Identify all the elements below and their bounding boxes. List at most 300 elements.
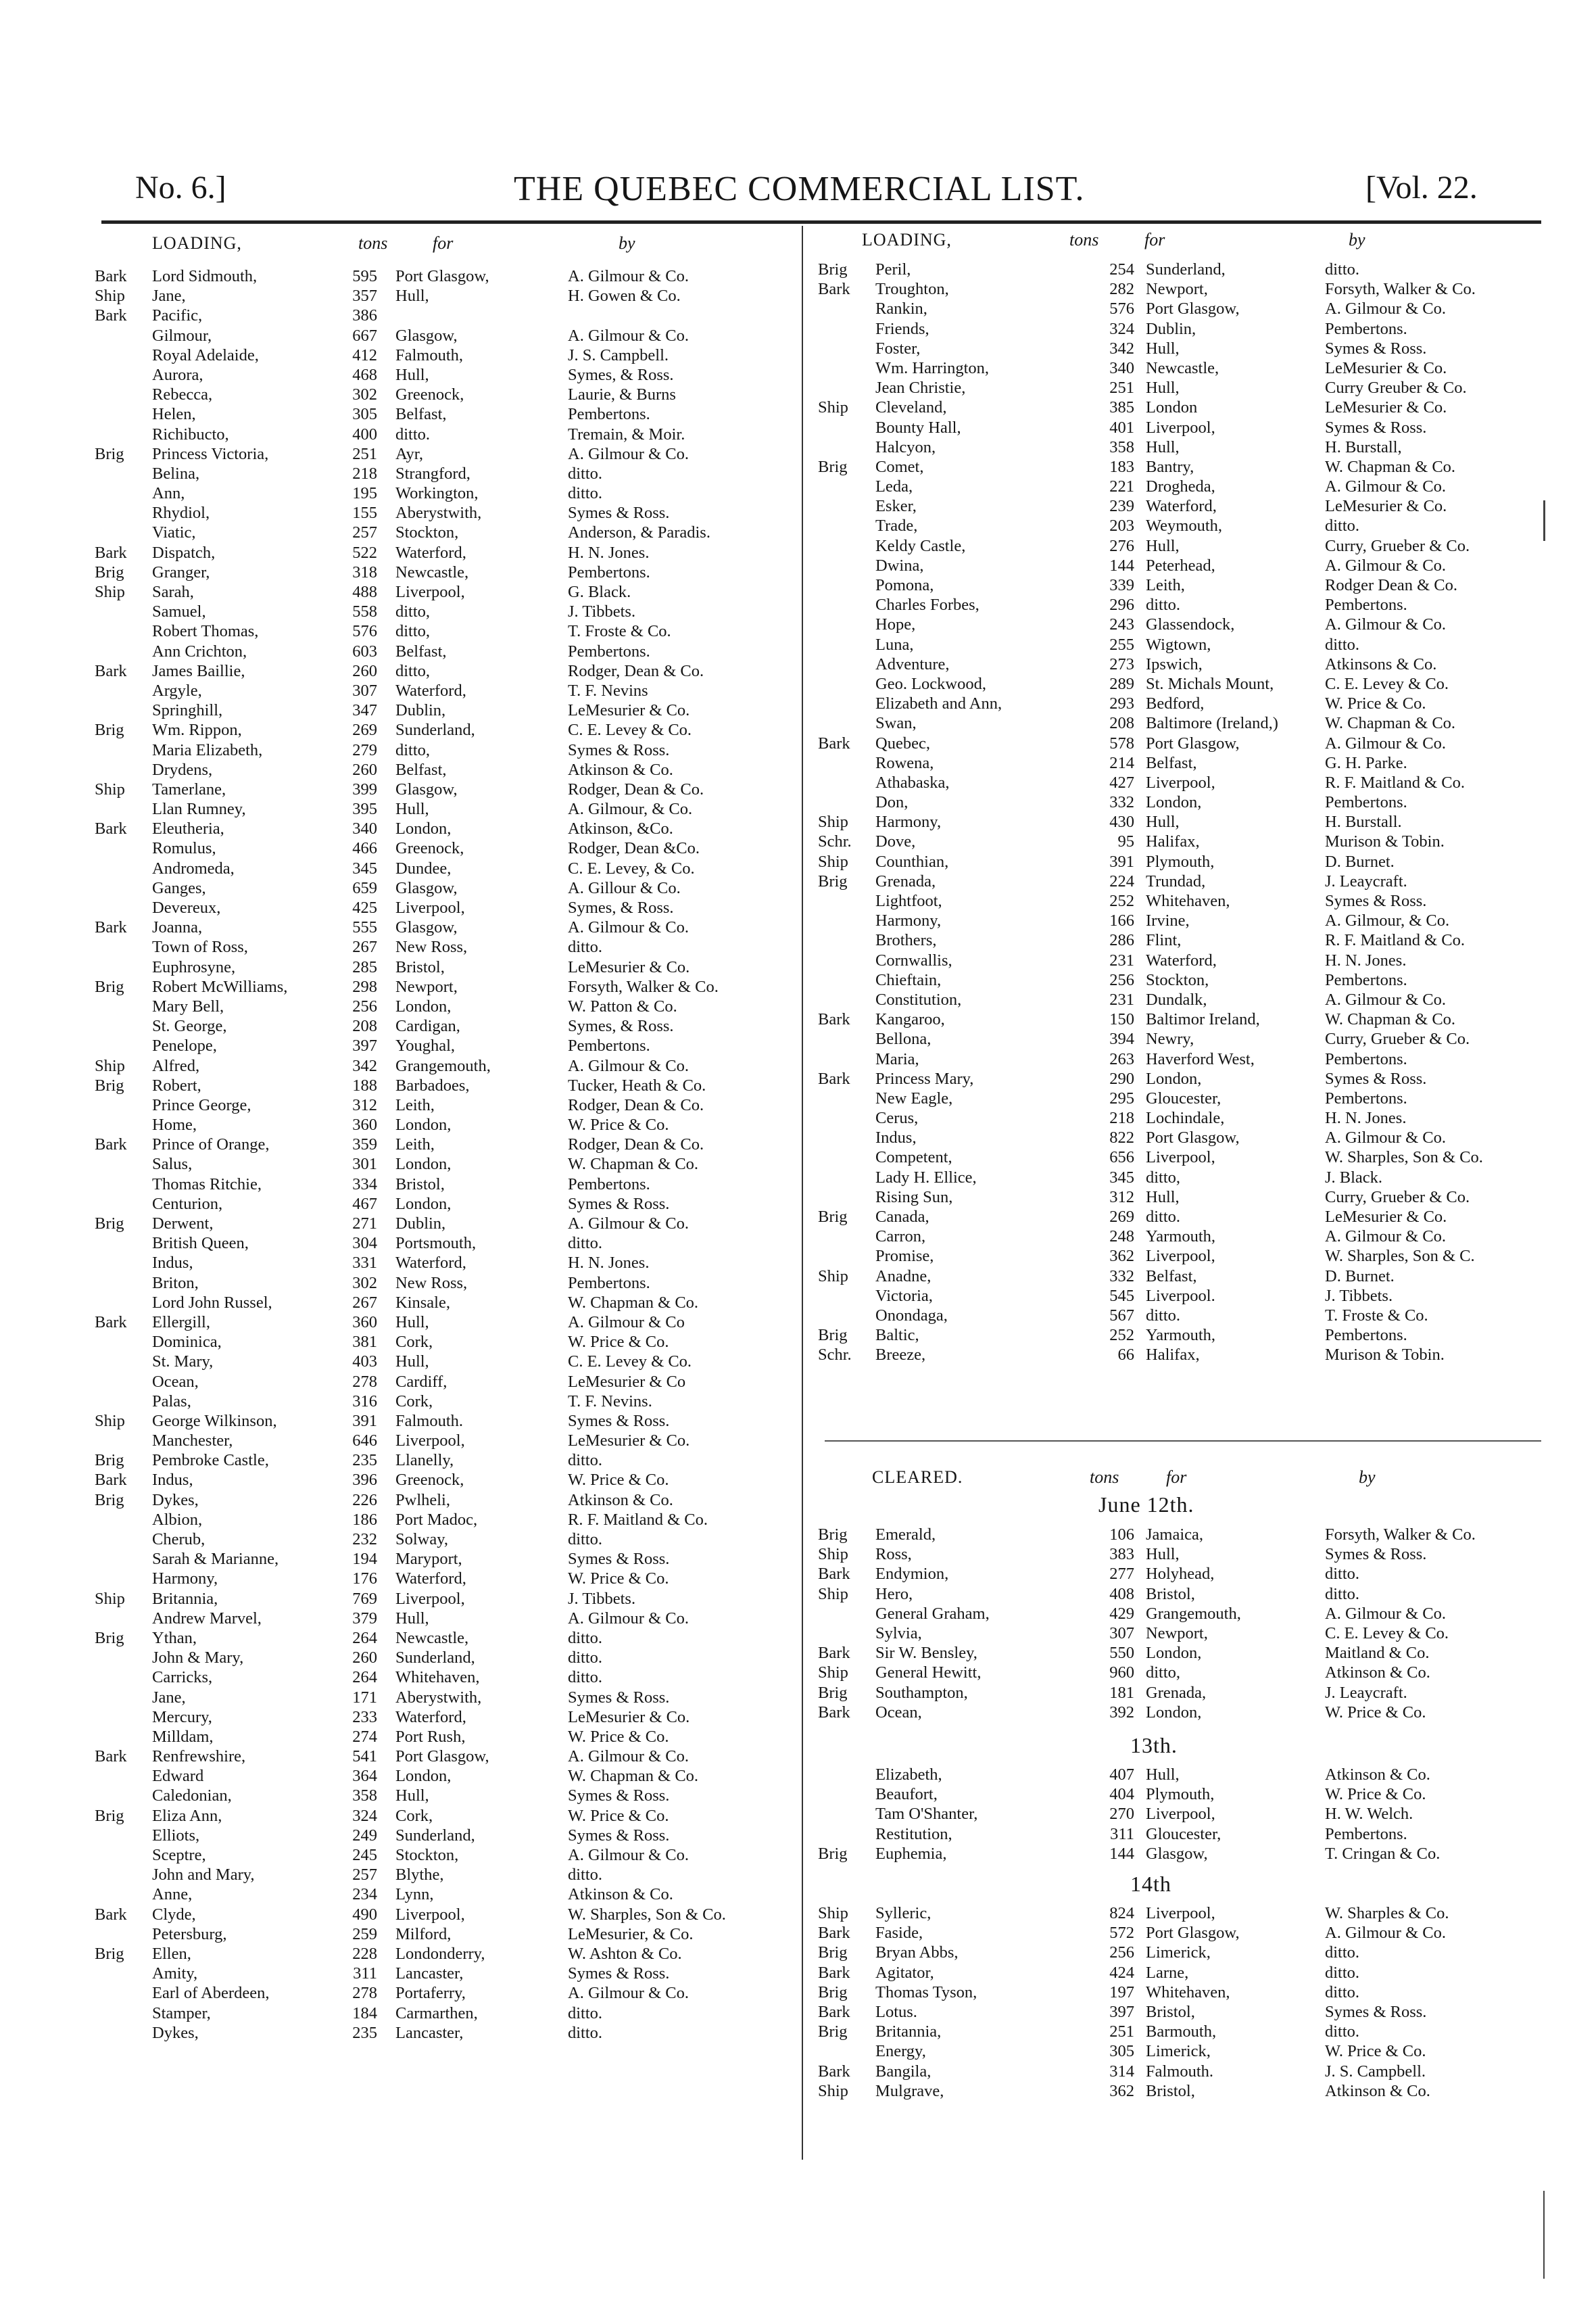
right-col-by-heading: by	[1349, 230, 1365, 250]
shipping-agent: R. F. Maitland & Co.	[568, 1510, 708, 1529]
vessel-rig: Ship	[818, 1266, 848, 1285]
vessel-name: Pomona,	[875, 576, 934, 594]
shipping-agent: R. F. Maitland & Co.	[1325, 931, 1465, 950]
vessel-name: Stamper,	[152, 2003, 211, 2022]
vessel-name: Lady H. Ellice,	[875, 1168, 977, 1187]
shipping-agent: H. W. Welch.	[1325, 1805, 1413, 1824]
shipping-agent: D. Burnet.	[1325, 852, 1395, 871]
shipping-agent: C. E. Levey & Co.	[1325, 674, 1449, 693]
destination-port: Hull,	[395, 1786, 429, 1805]
destination-port: ditto,	[1146, 1168, 1181, 1187]
destination-port: Hull,	[1146, 339, 1180, 358]
shipping-agent: Atkinson & Co.	[568, 1490, 673, 1509]
vessel-tons: 391	[1109, 852, 1134, 871]
destination-port: Grenada,	[1146, 1683, 1207, 1702]
vessel-name: Jean Christie,	[875, 379, 966, 398]
vessel-rig: Brig	[818, 2022, 848, 2041]
destination-port: London,	[1146, 1703, 1202, 1722]
vessel-name: Maria Elizabeth,	[152, 740, 263, 759]
vessel-name: Palas,	[152, 1392, 191, 1410]
margin-mark	[1543, 500, 1545, 541]
vessel-tons: 567	[1109, 1306, 1134, 1325]
vessel-rig: Ship	[95, 583, 125, 601]
vessel-tons: 332	[1109, 1266, 1134, 1285]
vessel-name: Dykes,	[152, 1490, 199, 1509]
vessel-tons: 150	[1109, 1010, 1134, 1029]
destination-port: New Ross,	[395, 938, 468, 957]
shipping-agent: A. Gillour & Co.	[568, 878, 681, 897]
vessel-name: Helen,	[152, 405, 196, 424]
vessel-name: Princess Mary,	[875, 1069, 974, 1088]
vessel-tons: 578	[1109, 734, 1134, 753]
vessel-name: Bellona,	[875, 1030, 931, 1049]
vessel-name: Anadne,	[875, 1266, 931, 1285]
destination-port: Gloucester,	[1146, 1824, 1221, 1843]
destination-port: Liverpool,	[395, 899, 465, 917]
vessel-tons: 144	[1109, 556, 1134, 575]
vessel-name: Dominica,	[152, 1333, 222, 1352]
destination-port: Liverpool,	[395, 1905, 465, 1924]
shipping-agent: Tremain, & Moir.	[568, 425, 685, 444]
shipping-agent: LeMesurier & Co.	[568, 701, 690, 720]
shipping-agent: T. F. Nevins	[568, 681, 648, 700]
vessel-rig: Bark	[818, 2002, 850, 2021]
vessel-name: Ythan,	[152, 1628, 197, 1647]
vessel-tons: 235	[352, 2023, 377, 2042]
shipping-agent: W. Price & Co.	[568, 1471, 669, 1490]
shipping-agent: Rodger Dean & Co.	[1325, 576, 1457, 594]
destination-port: Hull,	[1146, 536, 1180, 555]
vessel-name: General Hewitt,	[875, 1663, 982, 1682]
destination-port: Waterford,	[395, 681, 466, 700]
destination-port: Waterford,	[1146, 497, 1217, 516]
destination-port: Liverpool,	[395, 1589, 465, 1608]
vessel-name: Home,	[152, 1116, 197, 1135]
vessel-tons: 208	[352, 1017, 377, 1036]
vessel-tons: 183	[1109, 457, 1134, 476]
vessel-name: Devereux,	[152, 899, 221, 917]
shipping-agent: A. Gilmour & Co.	[568, 1984, 689, 2003]
destination-port: Hull,	[395, 800, 429, 819]
vessel-tons: 256	[1109, 1943, 1134, 1962]
shipping-agent: H. N. Jones.	[1325, 1109, 1407, 1128]
vessel-rig: Ship	[818, 1584, 848, 1603]
shipping-agent: A. Gilmour & Co.	[568, 267, 689, 285]
vessel-tons: 251	[1109, 379, 1134, 398]
shipping-agent: J. Tibbets.	[568, 1589, 636, 1608]
vessel-name: Andrew Marvel,	[152, 1609, 262, 1628]
vessel-name: Canada,	[875, 1208, 929, 1226]
vessel-rig: Brig	[95, 444, 124, 463]
vessel-name: Sylleric,	[875, 1904, 931, 1922]
vessel-name: Promise,	[875, 1247, 934, 1266]
vessel-rig: Bark	[95, 1471, 127, 1490]
shipping-agent: A. Gilmour & Co.	[1325, 734, 1446, 753]
shipping-agent: Laurie, & Burns	[568, 385, 676, 404]
shipping-agent: ditto.	[568, 1649, 603, 1667]
shipping-agent: C. E. Levey & Co.	[568, 1352, 692, 1371]
shipping-agent: T. Froste & Co.	[1325, 1306, 1428, 1325]
vessel-name: Chieftain,	[875, 970, 942, 989]
shipping-agent: A. Gilmour & Co	[568, 1312, 685, 1331]
vessel-name: Brothers,	[875, 931, 937, 950]
vessel-name: Pembroke Castle,	[152, 1451, 269, 1470]
vessel-name: Peril,	[875, 260, 911, 279]
vessel-name: Rising Sun,	[875, 1187, 953, 1206]
vessel-name: Euphrosyne,	[152, 957, 236, 976]
destination-port: Dublin,	[1146, 319, 1196, 338]
vessel-rig: Bark	[818, 1644, 850, 1663]
vessel-name: Bangila,	[875, 2062, 931, 2081]
shipping-agent: ditto.	[568, 1866, 603, 1884]
vessel-name: Emerald,	[875, 1525, 936, 1544]
vessel-name: Albion,	[152, 1510, 203, 1529]
vessel-rig: Bark	[95, 267, 127, 285]
vessel-name: Edward	[152, 1767, 204, 1786]
vessel-tons: 576	[352, 622, 377, 641]
vessel-tons: 358	[1109, 437, 1134, 456]
vessel-tons: 252	[1109, 892, 1134, 910]
vessel-tons: 256	[1109, 970, 1134, 989]
vessel-name: Jane,	[152, 1688, 186, 1707]
vessel-tons: 408	[1109, 1584, 1134, 1603]
destination-port: ditto.	[1146, 1208, 1181, 1226]
vessel-name: Penelope,	[152, 1037, 217, 1056]
shipping-agent: T. Cringan & Co.	[1325, 1844, 1441, 1863]
vessel-tons: 273	[1109, 655, 1134, 673]
shipping-agent: Pembertons.	[568, 642, 650, 661]
destination-port: Waterford,	[395, 1254, 466, 1273]
shipping-agent: W. Price & Co.	[568, 1569, 669, 1588]
vessel-tons: 391	[352, 1411, 377, 1430]
vessel-tons: 488	[352, 583, 377, 601]
shipping-agent: W. Price & Co.	[568, 1806, 669, 1825]
vessel-tons: 400	[352, 425, 377, 444]
vessel-tons: 264	[352, 1668, 377, 1687]
destination-port: Liverpool,	[1146, 773, 1215, 792]
vessel-rig: Schr.	[818, 832, 852, 851]
shipping-agent: W. Price & Co.	[568, 1116, 669, 1135]
shipping-agent: LeMesurier & Co.	[1325, 398, 1447, 417]
shipping-agent: Symes & Ross.	[568, 1550, 670, 1569]
shipping-agent: W. Price & Co.	[568, 1727, 669, 1746]
destination-port: Newport,	[1146, 280, 1208, 299]
destination-port: Stockton,	[1146, 970, 1209, 989]
shipping-agent: Pembertons.	[1325, 1089, 1407, 1108]
vessel-tons: 383	[1109, 1545, 1134, 1564]
shipping-agent: Forsyth, Walker & Co.	[1325, 1525, 1476, 1544]
vessel-tons: 576	[1109, 300, 1134, 318]
vessel-tons: 197	[1109, 1983, 1134, 2001]
vessel-name: Charles Forbes,	[875, 596, 979, 615]
destination-port: ditto,	[395, 661, 431, 680]
destination-port: Ipswich,	[1146, 655, 1203, 673]
shipping-agent: Pembertons.	[568, 1273, 650, 1292]
vessel-name: Bryan Abbs,	[875, 1943, 959, 1962]
vessel-tons: 342	[1109, 339, 1134, 358]
vessel-name: Joanna,	[152, 918, 203, 937]
shipping-agent: Pembertons.	[568, 1037, 650, 1056]
vessel-rig: Bark	[818, 1963, 850, 1982]
shipping-agent: Pembertons.	[568, 563, 650, 582]
destination-port: Hull,	[395, 365, 429, 384]
vessel-name: Indus,	[152, 1471, 193, 1490]
shipping-agent: A. Gilmour & Co.	[568, 444, 689, 463]
destination-port: Dublin,	[395, 701, 446, 720]
vessel-name: Thomas Tyson,	[875, 1983, 977, 2001]
destination-port: Greenock,	[395, 385, 464, 404]
vessel-rig: Bark	[95, 661, 127, 680]
vessel-tons: 425	[352, 899, 377, 917]
destination-port: Belfast,	[1146, 1266, 1197, 1285]
destination-port: Barmouth,	[1146, 2022, 1217, 2041]
vessel-rig: Brig	[818, 1983, 848, 2001]
vessel-name: Jane,	[152, 287, 186, 306]
vessel-tons: 176	[352, 1569, 377, 1588]
vessel-name: Springhill,	[152, 701, 223, 720]
vessel-tons: 466	[352, 839, 377, 858]
destination-port: Bedford,	[1146, 694, 1205, 713]
vessel-name: Sylvia,	[875, 1623, 922, 1642]
vessel-tons: 541	[352, 1747, 377, 1766]
shipping-agent: Symes & Ross.	[568, 740, 670, 759]
vessel-name: Leda,	[875, 477, 913, 496]
shipping-agent: J. Leaycraft.	[1325, 872, 1407, 891]
destination-port: Jamaica,	[1146, 1525, 1204, 1544]
vessel-rig: Brig	[95, 1076, 124, 1095]
vessel-rig: Ship	[818, 2081, 848, 2100]
vessel-rig: Bark	[95, 543, 127, 562]
vessel-name: Carron,	[875, 1227, 926, 1246]
vessel-name: Sir W. Bensley,	[875, 1644, 977, 1663]
vessel-tons: 195	[352, 484, 377, 503]
destination-port: Carmarthen,	[395, 2003, 478, 2022]
shipping-agent: ditto.	[568, 1234, 603, 1253]
destination-port: Baltimor Ireland,	[1146, 1010, 1260, 1029]
shipping-agent: Rodger, Dean & Co.	[568, 661, 704, 680]
destination-port: Hull,	[395, 1352, 429, 1371]
destination-port: Glasgow,	[395, 918, 458, 937]
vessel-tons: 188	[352, 1076, 377, 1095]
vessel-tons: 312	[352, 1095, 377, 1114]
vessel-rig: Bark	[95, 820, 127, 838]
vessel-tons: 264	[352, 1628, 377, 1647]
vessel-tons: 231	[1109, 990, 1134, 1009]
vessel-tons: 324	[1109, 319, 1134, 338]
vessel-name: Geo. Lockwood,	[875, 674, 986, 693]
vessel-rig: Ship	[818, 813, 848, 832]
vessel-name: Wm. Rippon,	[152, 721, 242, 740]
shipping-agent: Symes & Ross.	[1325, 1545, 1427, 1564]
vessel-name: Elizabeth,	[875, 1765, 942, 1784]
vessel-tons: 95	[1117, 832, 1134, 851]
shipping-agent: W. Chapman & Co.	[568, 1155, 699, 1174]
vessel-tons: 555	[352, 918, 377, 937]
vessel-rig: Bark	[818, 2062, 850, 2081]
destination-port: Newcastle,	[1146, 358, 1219, 377]
shipping-agent: Forsyth, Walker & Co.	[568, 977, 719, 996]
vessel-tons: 550	[1109, 1644, 1134, 1663]
shipping-agent: Symes & Ross.	[1325, 418, 1427, 437]
vessel-rig: Brig	[818, 1208, 848, 1226]
destination-port: Aberystwith,	[395, 1688, 482, 1707]
destination-port: Stockton,	[395, 1846, 459, 1864]
shipping-agent: LeMesurier & Co	[568, 1372, 686, 1391]
shipping-agent: Curry Greuber & Co.	[1325, 379, 1467, 398]
vessel-tons: 239	[1109, 497, 1134, 516]
vessel-rig: Brig	[818, 1525, 848, 1544]
vessel-rig: Brig	[95, 1806, 124, 1825]
vessel-name: John & Mary,	[152, 1649, 244, 1667]
vessel-name: Centurion,	[152, 1194, 223, 1213]
vessel-name: Beaufort,	[875, 1785, 938, 1804]
vessel-rig: Brig	[95, 1490, 124, 1509]
vessel-tons: 203	[1109, 517, 1134, 536]
vessel-name: Counthian,	[875, 852, 949, 871]
vessel-tons: 270	[1109, 1805, 1134, 1824]
vessel-tons: 412	[352, 346, 377, 364]
vessel-tons: 282	[1109, 280, 1134, 299]
destination-port: Youghal,	[395, 1037, 456, 1056]
shipping-agent: J. Tibbets.	[1325, 1286, 1393, 1305]
shipping-agent: J. Leaycraft.	[1325, 1683, 1407, 1702]
destination-port: Portsmouth,	[395, 1234, 477, 1253]
vessel-tons: 302	[352, 1273, 377, 1292]
destination-port: Halifax,	[1146, 832, 1200, 851]
vessel-tons: 248	[1109, 1227, 1134, 1246]
vessel-name: Clyde,	[152, 1905, 196, 1924]
vessel-name: St. George,	[152, 1017, 227, 1036]
shipping-agent: Atkinson & Co.	[1325, 1663, 1430, 1682]
vessel-tons: 397	[352, 1037, 377, 1056]
destination-port: Liverpool,	[1146, 1247, 1215, 1266]
destination-port: Port Glasgow,	[1146, 1129, 1240, 1147]
vessel-tons: 311	[353, 1964, 377, 1983]
destination-port: Glasgow,	[395, 780, 458, 799]
vessel-tons: 334	[352, 1175, 377, 1193]
destination-port: Bristol,	[1146, 2002, 1195, 2021]
vessel-rig: Ship	[818, 398, 848, 417]
vessel-tons: 274	[352, 1727, 377, 1746]
vessel-tons: 166	[1109, 911, 1134, 930]
vessel-rig: Brig	[95, 1628, 124, 1647]
vessel-name: Rebecca,	[152, 385, 213, 404]
vessel-rig: Bark	[95, 1312, 127, 1331]
vessel-tons: 395	[352, 800, 377, 819]
vessel-tons: 769	[352, 1589, 377, 1608]
vessel-tons: 332	[1109, 793, 1134, 812]
vessel-tons: 286	[1109, 931, 1134, 950]
shipping-agent: ditto.	[1325, 1584, 1360, 1603]
vessel-name: New Eagle,	[875, 1089, 953, 1108]
vessel-tons: 301	[352, 1155, 377, 1174]
shipping-agent: Curry, Grueber & Co.	[1325, 536, 1470, 555]
shipping-agent: Atkinson, &Co.	[568, 820, 673, 838]
destination-port: Yarmouth,	[1146, 1227, 1216, 1246]
shipping-agent: Pembertons.	[1325, 319, 1407, 338]
vessel-name: Llan Rumney,	[152, 800, 246, 819]
destination-port: London,	[395, 997, 452, 1016]
destination-port: Sunderland,	[395, 1649, 475, 1667]
vessel-rig: Ship	[95, 1589, 125, 1608]
vessel-name: Robert,	[152, 1076, 201, 1095]
destination-port: Liverpool,	[1146, 1904, 1215, 1922]
cleared-date-14th: 14th	[1130, 1872, 1171, 1896]
shipping-agent: W. Chapman & Co.	[1325, 457, 1456, 476]
destination-port: Ayr,	[395, 444, 423, 463]
shipping-agent: Symes & Ross.	[568, 1826, 670, 1845]
shipping-agent: LeMesurier & Co.	[568, 1431, 690, 1450]
vessel-tons: 427	[1109, 773, 1134, 792]
vessel-tons: 296	[1109, 596, 1134, 615]
vessel-name: John and Mary,	[152, 1866, 255, 1884]
vessel-name: Endymion,	[875, 1565, 949, 1584]
vessel-name: Restitution,	[875, 1824, 952, 1843]
shipping-agent: LeMesurier & Co.	[1325, 497, 1447, 516]
shipping-agent: ditto.	[1325, 2022, 1360, 2041]
vessel-name: Lightfoot,	[875, 892, 942, 910]
vessel-tons: 401	[1109, 418, 1134, 437]
vessel-tons: 232	[352, 1530, 377, 1548]
vessel-name: Swan,	[875, 714, 917, 733]
vessel-name: Earl of Aberdeen,	[152, 1984, 270, 2003]
vessel-name: Wm. Harrington,	[875, 358, 990, 377]
shipping-agent: W. Chapman & Co.	[1325, 714, 1456, 733]
vessel-tons: 293	[1109, 694, 1134, 713]
destination-port: Milford,	[395, 1924, 452, 1943]
destination-port: Whitehaven,	[1146, 1983, 1230, 2001]
vessel-tons: 251	[1109, 2022, 1134, 2041]
shipping-agent: ditto.	[1325, 1963, 1360, 1982]
vessel-rig: Brig	[818, 457, 848, 476]
destination-port: Belfast,	[395, 405, 447, 424]
vessel-name: Sceptre,	[152, 1846, 206, 1864]
vessel-name: Ocean,	[152, 1372, 199, 1391]
destination-port: Lancaster,	[395, 1964, 464, 1983]
vessel-tons: 342	[352, 1056, 377, 1075]
vessel-name: Dwina,	[875, 556, 924, 575]
destination-port: Cardigan,	[395, 1017, 460, 1036]
vessel-rig: Ship	[95, 287, 125, 306]
vessel-rig: Ship	[818, 852, 848, 871]
vessel-rig: Brig	[818, 872, 848, 891]
vessel-tons: 251	[352, 444, 377, 463]
shipping-agent: ditto.	[568, 484, 603, 503]
vessel-tons: 822	[1109, 1129, 1134, 1147]
vessel-tons: 324	[352, 1806, 377, 1825]
vessel-name: Ellergill,	[152, 1312, 210, 1331]
vessel-tons: 214	[1109, 753, 1134, 772]
volume-number: [Vol. 22.	[1365, 170, 1478, 206]
destination-port: Liverpool,	[395, 1431, 465, 1450]
destination-port: Hull,	[1146, 1545, 1180, 1564]
vessel-rig: Brig	[818, 1943, 848, 1962]
vessel-name: Adventure,	[875, 655, 950, 673]
vessel-name: Cleveland,	[875, 398, 947, 417]
shipping-agent: T. F. Nevins.	[568, 1392, 652, 1410]
destination-port: ditto,	[395, 622, 431, 641]
shipping-agent: ditto.	[1325, 1565, 1360, 1584]
shipping-agent: Forsyth, Walker & Co.	[1325, 280, 1476, 299]
vessel-rig: Bark	[95, 1905, 127, 1924]
vessel-name: Prince of Orange,	[152, 1135, 270, 1154]
destination-port: Dundee,	[395, 859, 452, 878]
destination-port: Wigtown,	[1146, 635, 1211, 654]
vessel-tons: 290	[1109, 1069, 1134, 1088]
vessel-rig: Brig	[95, 1944, 124, 1963]
vessel-name: Hope,	[875, 615, 916, 634]
vessel-name: Breeze,	[875, 1346, 926, 1365]
